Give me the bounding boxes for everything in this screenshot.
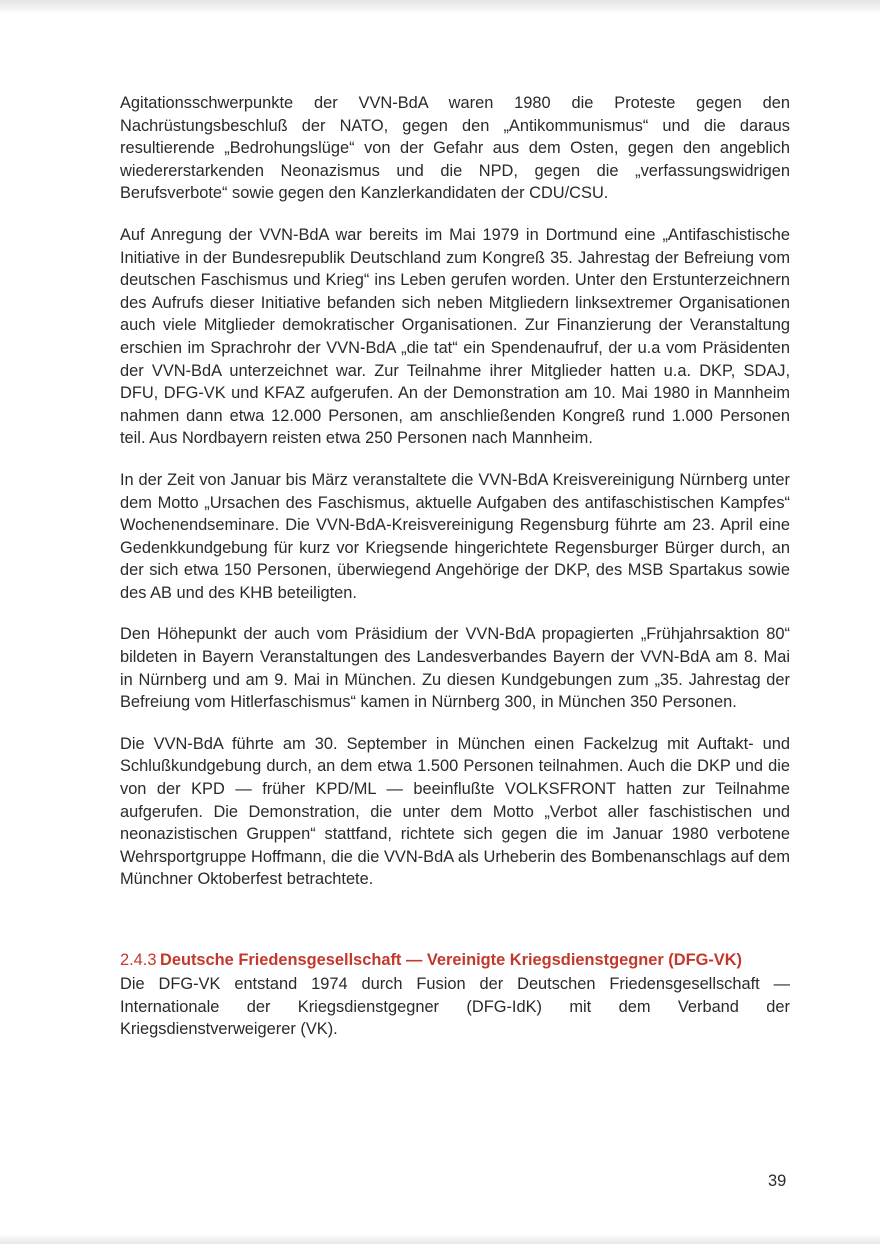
page-edge-top (0, 0, 880, 14)
paragraph-dortmund-initiative: Auf Anregung der VVN-BdA war bereits im Mai 1979 in Dortmund eine „Antifaschistische Initiative in der Bundesrepublik Deutschland zum Kongreß 35. Jahrestag der Befreiung vom deutschen Faschismus und Krieg“ ins Leben gerufen worden. Unter den Erstunterzeichnern des Aufrufs dieser Initiative befanden sich neben Mitgliedern linksextremer Organisationen auch viele Mitglieder demokratischer Organisationen. Zur Finanzierung der Veranstaltung erschien im Sprachrohr der VVN-BdA „die tat“ ein Spendenaufruf, der u.a vom Präsidenten der VVN-BdA unterzeichnet war. Zur Teilnahme ihrer Mitglieder hatten u.a. DKP, SDAJ, DFU, DFG-VK und KFAZ aufgerufen. An der Demonstration am 10. Mai 1980 in Mannheim nahmen dann etwa 12.000 Personen, am anschließenden Kongreß rund 1.000 Personen teil. Aus Nordbayern reisten etwa 250 Personen nach Mannheim. (120, 225, 790, 448)
section-dfg-vk (120, 949, 790, 1041)
page-edge-bottom (0, 1234, 880, 1244)
page-content (120, 92, 790, 1060)
page-number: 39 (768, 1172, 787, 1190)
section-number: 2.4.3 (120, 951, 157, 969)
section-heading (120, 949, 790, 971)
paragraph-fruehjahrsaktion: Den Höhepunkt der auch vom Präsidium der VVN-BdA propagierten „Frühjahrsaktion 80“ bildeten in Bayern Veranstaltungen des Landesverbandes Bayern der VVN-BdA am 8. Mai in Nürnberg und am 9. Mai in München. Zu diesen Kundgebungen zum „35. Jahrestag der Befreiung vom Hitlerfaschismus“ kamen in Nürnberg 300, in München 350 Personen. (120, 625, 790, 712)
paragraph-nuernberg-regensburg: In der Zeit von Januar bis März veranstaltete die VVN-BdA Kreisvereinigung Nürnberg unter dem Motto „Ursachen des Faschismus, aktuelle Aufgaben des antifaschistischen Kampfes“ Wochenendseminare. Die VVN-BdA-Kreisvereinigung Regensburg führte am 23. April eine Gedenkkundgebung für kurz vor Kriegsende hingerichtete Regensburger Bürger durch, an der sich etwa 150 Personen, überwiegend Angehörige der DKP, des MSB Spartakus sowie des AB und des KHB beteiligten. (120, 470, 790, 602)
paragraph-agitation: Agitationsschwerpunkte der VVN-BdA waren 1980 die Proteste gegen den Nachrüstungsbeschluß der NATO, gegen den „Antikommunismus“ und die daraus resultierende „Bedrohungslüge“ von der Gefahr aus dem Osten, gegen den angeblich wiedererstarkenden Neonazismus und die NPD, gegen die „verfassungswidrigen Berufsverbote“ sowie gegen den Kanzlerkandidaten der CDU/CSU. (120, 94, 790, 203)
section-title: Deutsche Friedensgesellschaft — Vereinigte Kriegsdienstgegner (DFG-VK) (160, 951, 743, 969)
paragraph-fackelzug: Die VVN-BdA führte am 30. September in München einen Fackelzug mit Auftakt- und Schlußkundgebung durch, an dem etwa 1.500 Personen teilnahmen. Auch die DKP und die von der KPD — früher KPD/ML — beeinflußte VOLKSFRONT hatten zur Teilnahme aufgerufen. Die Demonstration, die unter dem Motto „Verbot aller faschistischen und neonazistischen Gruppen“ stattfand, richtete sich gegen die im Januar 1980 verbotene Wehrsportgruppe Hoffmann, die die VVN-BdA als Urheberin des Bombenanschlags auf dem Münchner Oktoberfest betrachtete. (120, 734, 790, 889)
section-body: Die DFG-VK entstand 1974 durch Fusion der Deutschen Friedensgesellschaft — Internationale der Kriegsdienstgegner (DFG-IdK) mit dem Verband der Kriegsdienstverweigerer (VK). (120, 975, 790, 1039)
